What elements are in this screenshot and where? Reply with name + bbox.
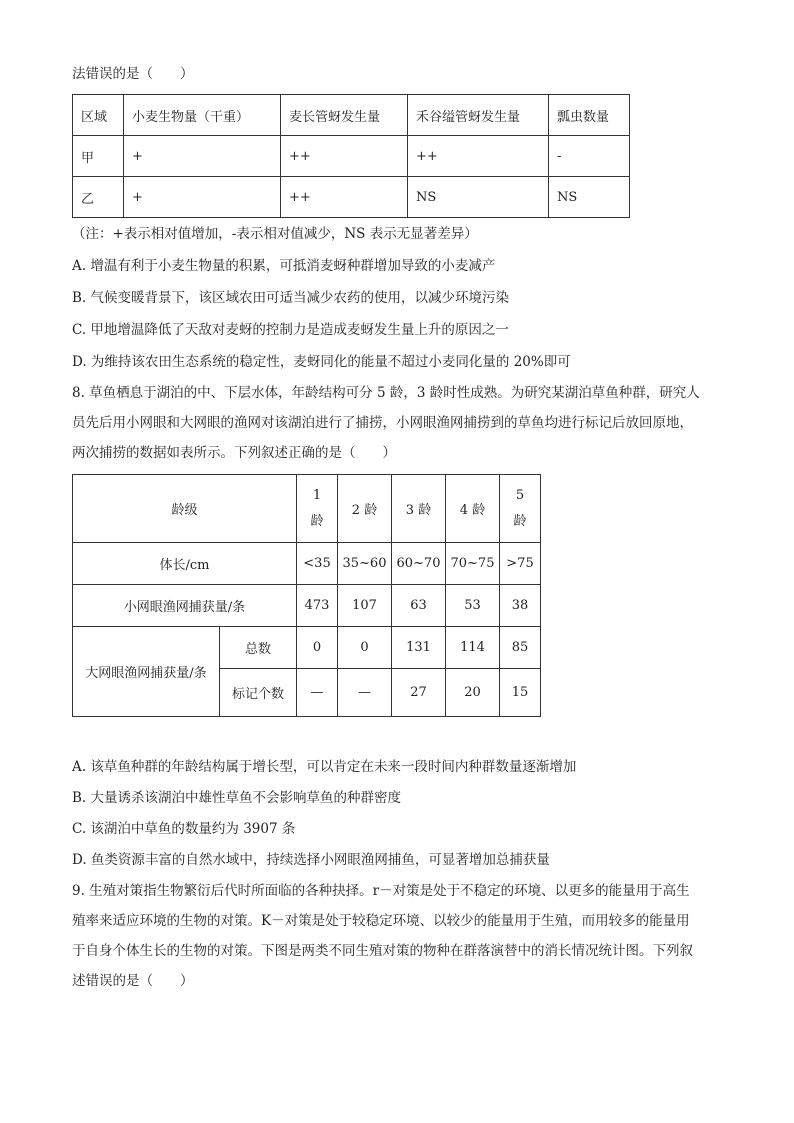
q7-option-c: C. 甲地增温降低了天敌对麦蚜的控制力是造成麦蚜发生量上升的原因之一	[72, 322, 509, 338]
table-cell: ++	[281, 136, 408, 177]
q7-note: （注：+表示相对值增加，-表示相对值减少，NS 表示无显著差异）	[72, 226, 478, 242]
table-cell: 总数	[220, 627, 297, 669]
table-cell: 107	[338, 585, 392, 627]
table-cell: -	[549, 136, 630, 177]
table-header-cell: 4 龄	[446, 475, 500, 543]
table-header-cell: 3 龄	[392, 475, 446, 543]
q8-stem-line-3: 两次捕捞的数据如表所示。下列叙述正确的是（ ）	[72, 445, 396, 461]
table-cell: ++	[408, 136, 549, 177]
table-header-cell	[500, 475, 541, 543]
q9-stem-line-3: 于自身个体生长的生物的对策。下图是两类不同生殖对策的物种在群落演替中的消长情况统计图。下列叙	[72, 943, 693, 959]
age-5-unit: 龄	[513, 513, 527, 529]
age-5-number: 5	[515, 487, 525, 503]
table-header-cell	[297, 475, 338, 543]
table-cell: 63	[392, 585, 446, 627]
table-header-cell: 小麦生物量（干重）	[124, 95, 281, 136]
table-cell: +	[124, 177, 281, 218]
table-cell: 473	[297, 585, 338, 627]
age-1-number: 1	[312, 487, 322, 503]
table-header-cell: 麦长管蚜发生量	[281, 95, 408, 136]
table-cell: 53	[446, 585, 500, 627]
q9-stem-line-2: 殖率来适应环境的生物的对策。K－对策是处于较稳定环境、以较少的能量用于生殖，而用较多的能量用	[72, 913, 690, 929]
q8-option-b: B. 大量诱杀该湖泊中雄性草鱼不会影响草鱼的种群密度	[72, 790, 402, 806]
table-cell: ++	[281, 177, 408, 218]
q8-table	[72, 474, 541, 717]
table-cell: 乙	[73, 177, 124, 218]
q7-stem-tail: 法错误的是（ ）	[72, 66, 194, 82]
table-row	[73, 585, 541, 627]
table-cell: >75	[500, 543, 541, 585]
table-cell: NS	[408, 177, 549, 218]
table-header-cell: 2 龄	[338, 475, 392, 543]
age-1-unit: 龄	[310, 513, 324, 529]
table-cell: 20	[446, 669, 500, 717]
q7-option-b: B. 气候变暖背景下，该区域农田可适当减少农药的使用，以减少环境污染	[72, 290, 510, 306]
q7-option-d: D. 为维持该农田生态系统的稳定性，麦蚜同化的能量不超过小麦同化量的 20%即可	[72, 354, 571, 370]
table-header-cell: 区域	[73, 95, 124, 136]
table-cell: 0	[338, 627, 392, 669]
table-cell: 70~75	[446, 543, 500, 585]
q8-stem-line-1: 8. 草鱼栖息于湖泊的中、下层水体，年龄结构可分 5 龄，3 龄时性成熟。为研究某湖泊草鱼种群，研究人	[72, 385, 700, 401]
table-cell: <35	[297, 543, 338, 585]
table-cell: 35~60	[338, 543, 392, 585]
table-cell: 大网眼渔网捕获量/条	[73, 627, 220, 717]
table-cell: 27	[392, 669, 446, 717]
table-row	[73, 627, 541, 669]
table-row	[73, 177, 630, 218]
table-cell: 标记个数	[220, 669, 297, 717]
table-cell: 0	[297, 627, 338, 669]
table-cell: 131	[392, 627, 446, 669]
table-row	[73, 95, 630, 136]
table-cell: 小网眼渔网捕获量/条	[73, 585, 297, 627]
table-cell: 114	[446, 627, 500, 669]
table-cell: 体长/cm	[73, 543, 297, 585]
table-cell: 甲	[73, 136, 124, 177]
q7-option-a: A. 增温有利于小麦生物量的积累，可抵消麦蚜种群增加导致的小麦减产	[72, 258, 496, 274]
table-cell: 15	[500, 669, 541, 717]
table-cell: 85	[500, 627, 541, 669]
table-cell: 38	[500, 585, 541, 627]
table-header-cell: 龄级	[73, 475, 297, 543]
q9-stem-line-1: 9. 生殖对策指生物繁衍后代时所面临的各种抉择。r－对策是处于不稳定的环境、以更多的能量用于高生	[72, 883, 690, 899]
q9-stem-line-4: 述错误的是（ ）	[72, 973, 194, 989]
table-row	[73, 136, 630, 177]
table-cell: NS	[549, 177, 630, 218]
table-header-cell: 瓢虫数量	[549, 95, 630, 136]
q7-table	[72, 94, 630, 218]
q8-option-d: D. 鱼类资源丰富的自然水域中，持续选择小网眼渔网捕鱼，可显著增加总捕获量	[72, 852, 550, 868]
table-row	[73, 543, 541, 585]
table-header-cell: 禾谷缢管蚜发生量	[408, 95, 549, 136]
table-cell: 60~70	[392, 543, 446, 585]
q8-option-a: A. 该草鱼种群的年龄结构属于增长型，可以肯定在未来一段时间内种群数量逐渐增加	[72, 759, 577, 775]
q8-stem-line-2: 员先后用小网眼和大网眼的渔网对该湖泊进行了捕捞，小网眼渔网捕捞到的草鱼均进行标记后放回原地，	[72, 415, 693, 431]
q8-option-c: C. 该湖泊中草鱼的数量约为 3907 条	[72, 821, 296, 837]
table-cell: —	[338, 669, 392, 717]
table-row	[73, 475, 541, 543]
table-cell: +	[124, 136, 281, 177]
table-cell: —	[297, 669, 338, 717]
